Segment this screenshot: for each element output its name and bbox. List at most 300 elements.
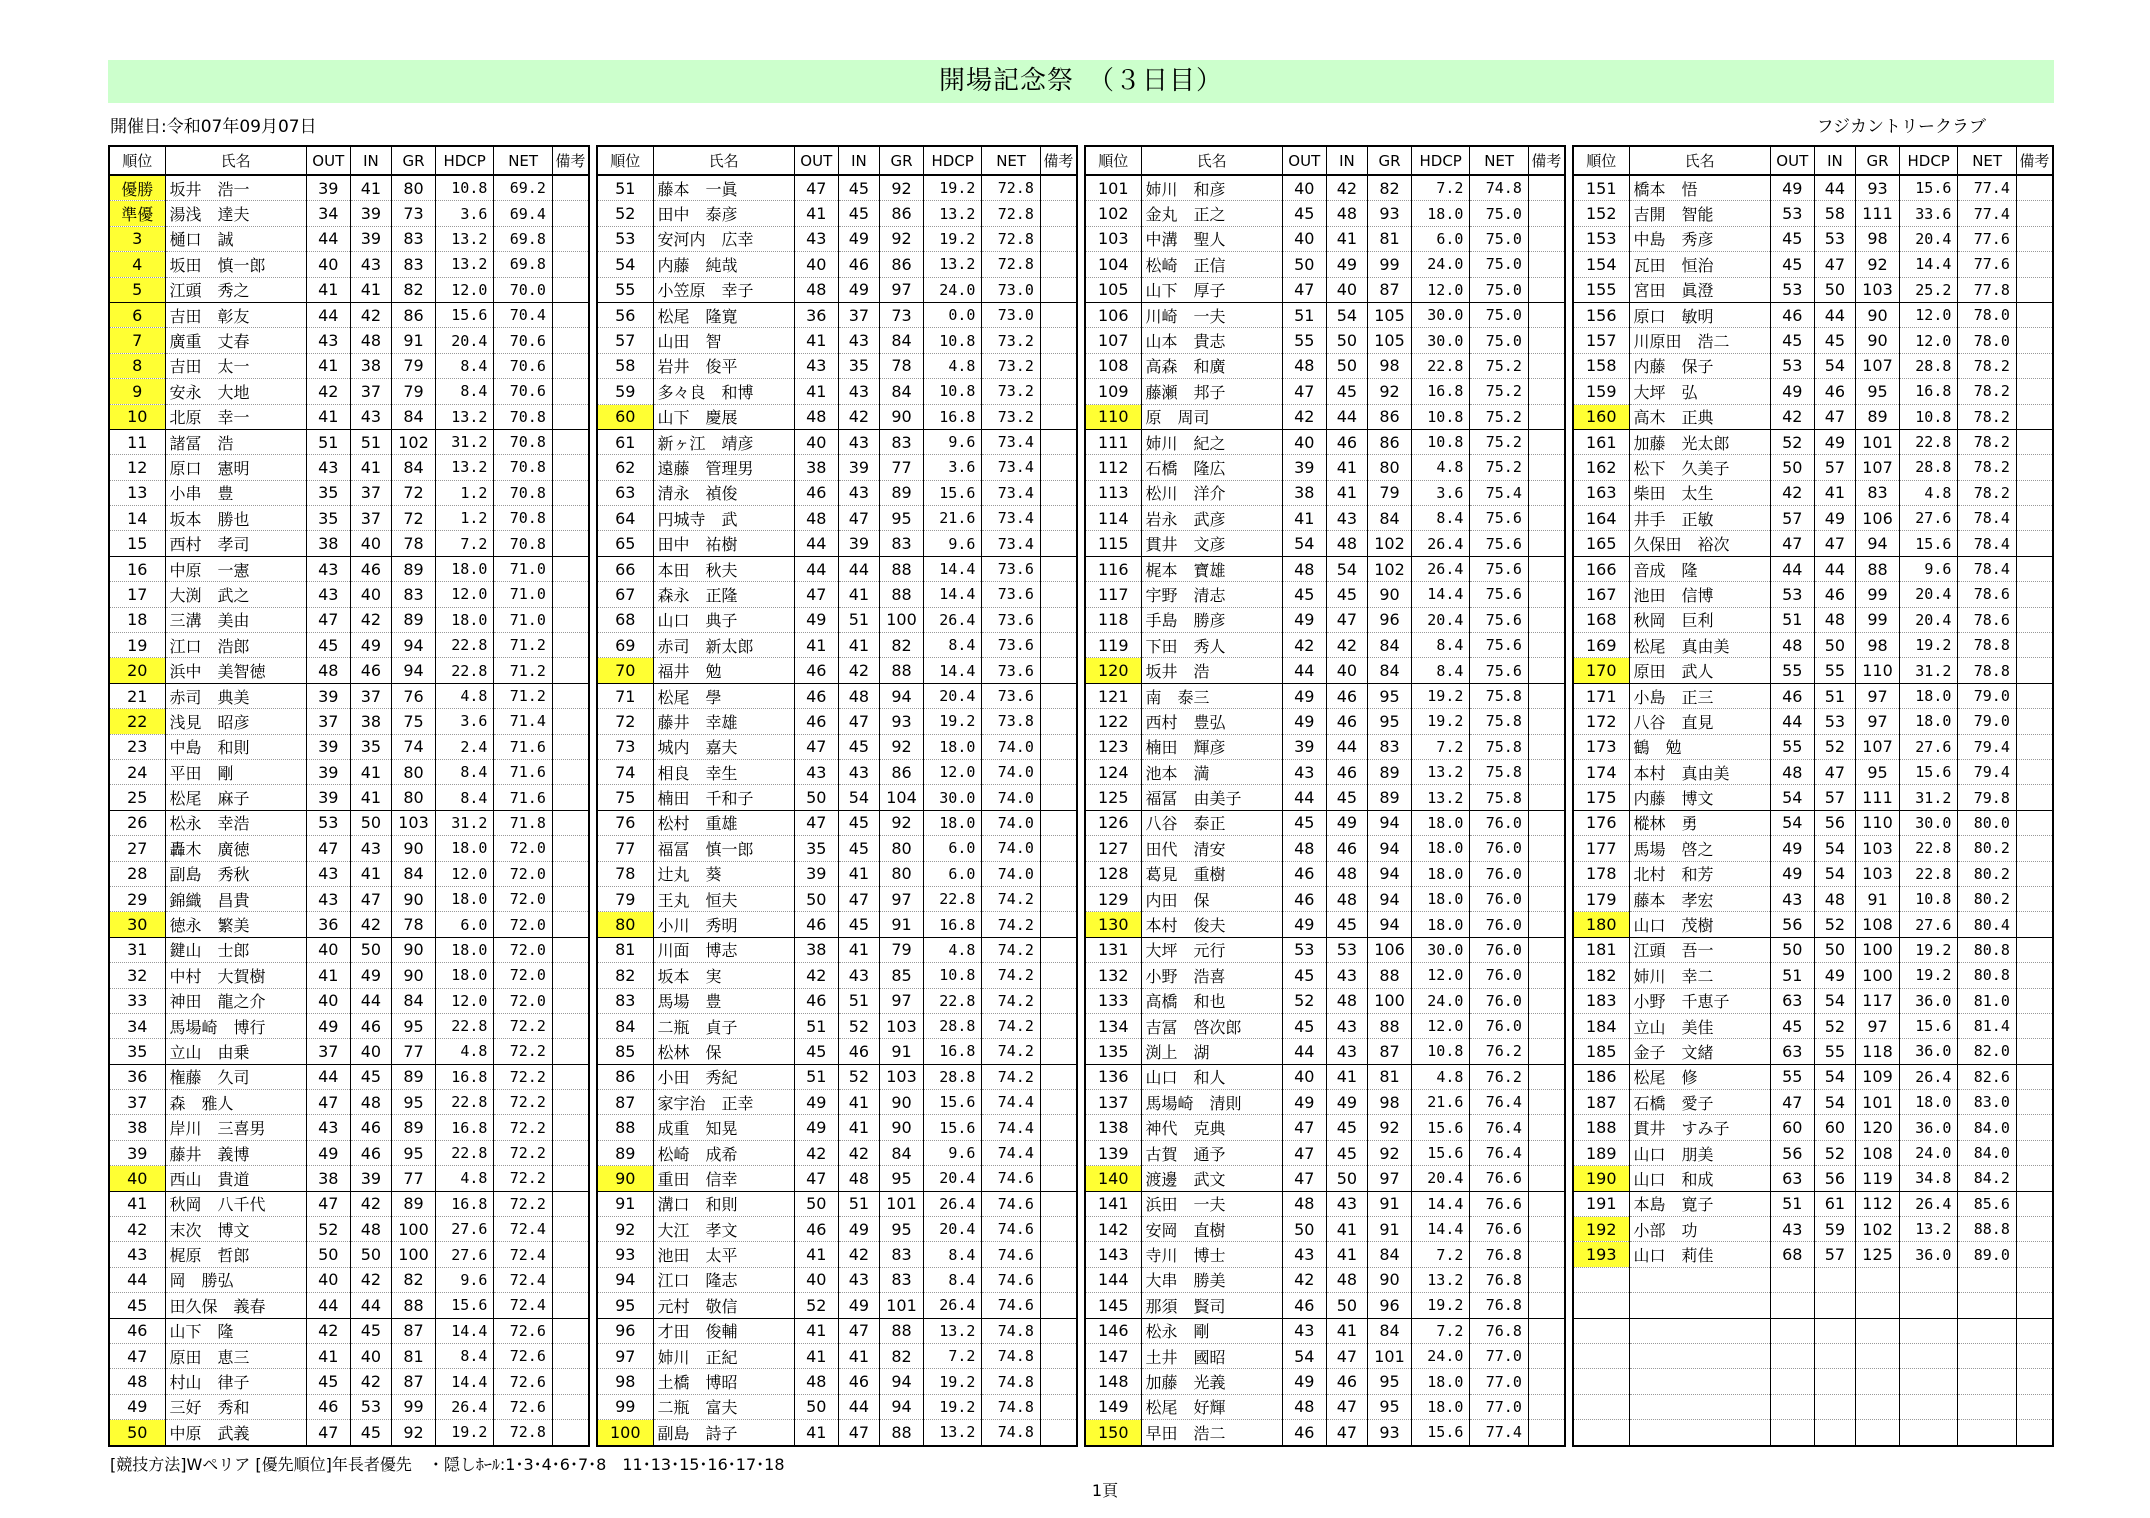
note-cell [2016, 1191, 2053, 1216]
table-row [597, 1343, 1077, 1368]
note-cell [1040, 1013, 1077, 1038]
note-cell [1040, 1140, 1077, 1165]
note-cell [1528, 1369, 1565, 1394]
name-cell: 楠田 千和子 [653, 785, 794, 810]
hdcp-cell [1899, 1267, 1957, 1292]
out-cell: 55 [1282, 328, 1326, 353]
gross-cell: 91 [392, 328, 436, 353]
note-cell [1528, 1267, 1565, 1292]
out-cell: 42 [1282, 1267, 1326, 1292]
out-cell: 53 [1770, 353, 1814, 378]
table-row [109, 1394, 589, 1419]
net-cell: 73.4 [982, 429, 1040, 454]
in-cell: 49 [838, 1217, 879, 1242]
in-cell: 48 [838, 1166, 879, 1191]
in-cell: 56 [1814, 1166, 1855, 1191]
table-row [109, 201, 589, 226]
out-cell: 44 [1770, 556, 1814, 581]
hdcp-cell: 19.2 [923, 1369, 981, 1394]
name-cell: 藤井 義博 [165, 1140, 306, 1165]
name-cell: 松崎 成希 [653, 1140, 794, 1165]
rank-cell: 145 [1085, 1293, 1141, 1318]
net-cell: 89.0 [1958, 1242, 2016, 1267]
rank-cell: 9 [109, 379, 165, 404]
net-cell: 75.6 [1470, 633, 1528, 658]
rank-cell: 14 [109, 506, 165, 531]
rank-cell: 13 [109, 480, 165, 505]
hdcp-cell: 10.8 [923, 328, 981, 353]
net-cell: 76.0 [1470, 937, 1528, 962]
note-cell [552, 353, 589, 378]
in-cell: 42 [350, 912, 391, 937]
rank-cell: 93 [597, 1242, 653, 1267]
hdcp-cell: 15.6 [1899, 531, 1957, 556]
net-cell: 74.2 [982, 963, 1040, 988]
in-cell: 57 [1814, 455, 1855, 480]
rank-cell: 31 [109, 937, 165, 962]
out-cell: 46 [1770, 683, 1814, 708]
gross-cell [1856, 1318, 1900, 1343]
rank-cell: 124 [1085, 759, 1141, 784]
name-cell: 田中 泰彦 [653, 201, 794, 226]
gross-cell: 80 [392, 759, 436, 784]
rank-cell: 185 [1573, 1039, 1629, 1064]
net-cell: 74.0 [982, 836, 1040, 861]
note-cell [1040, 1115, 1077, 1140]
hdcp-cell: 20.4 [1411, 1166, 1469, 1191]
hdcp-cell: 18.0 [435, 556, 493, 581]
gross-cell: 90 [1368, 1267, 1412, 1292]
column-header: OUT [794, 146, 838, 175]
note-cell [552, 1140, 589, 1165]
note-cell [1040, 1293, 1077, 1318]
out-cell: 39 [794, 861, 838, 886]
name-cell: 溝口 和則 [653, 1191, 794, 1216]
in-cell: 40 [1326, 277, 1367, 302]
out-cell: 41 [306, 404, 350, 429]
table-row [1085, 175, 1565, 201]
name-cell: 円城寺 武 [653, 506, 794, 531]
net-cell: 74.2 [982, 912, 1040, 937]
hdcp-cell: 15.6 [435, 1293, 493, 1318]
in-cell: 47 [838, 886, 879, 911]
out-cell: 42 [306, 379, 350, 404]
out-cell: 56 [1770, 1140, 1814, 1165]
note-cell [1040, 302, 1077, 327]
rank-cell: 153 [1573, 226, 1629, 251]
in-cell: 49 [838, 1293, 879, 1318]
out-cell: 49 [1282, 683, 1326, 708]
in-cell: 54 [1326, 302, 1367, 327]
name-cell: 吉田 太一 [165, 353, 306, 378]
note-cell [1528, 1039, 1565, 1064]
name-cell: 小野 浩喜 [1141, 963, 1282, 988]
in-cell: 52 [1814, 1140, 1855, 1165]
rank-cell: 69 [597, 633, 653, 658]
hdcp-cell: 19.2 [435, 1420, 493, 1446]
gross-cell: 83 [880, 1242, 924, 1267]
rank-cell: 177 [1573, 836, 1629, 861]
in-cell: 47 [1326, 1394, 1367, 1419]
rank-cell: 178 [1573, 861, 1629, 886]
rank-cell: 106 [1085, 302, 1141, 327]
out-cell: 47 [1770, 1090, 1814, 1115]
note-cell [1040, 1420, 1077, 1446]
out-cell: 48 [1282, 556, 1326, 581]
out-cell: 47 [306, 1090, 350, 1115]
rank-cell [1573, 1420, 1629, 1446]
out-cell: 40 [306, 937, 350, 962]
table-row [109, 277, 589, 302]
note-cell [2016, 1343, 2053, 1368]
in-cell: 46 [838, 1039, 879, 1064]
hdcp-cell: 3.6 [435, 201, 493, 226]
results-table-1 [108, 145, 590, 1447]
name-cell: 八谷 直見 [1629, 709, 1770, 734]
note-cell [2016, 455, 2053, 480]
net-cell: 72.6 [494, 1318, 552, 1343]
gross-cell: 94 [880, 1394, 924, 1419]
gross-cell: 100 [1856, 963, 1900, 988]
out-cell: 48 [1770, 759, 1814, 784]
table-row [1085, 1242, 1565, 1267]
name-cell: 小野 千恵子 [1629, 988, 1770, 1013]
name-cell: 大江 孝文 [653, 1217, 794, 1242]
name-cell: 徳永 繁美 [165, 912, 306, 937]
gross-cell: 88 [880, 1318, 924, 1343]
note-cell [552, 709, 589, 734]
note-cell [552, 1420, 589, 1446]
rank-cell: 187 [1573, 1090, 1629, 1115]
hdcp-cell: 19.2 [1411, 1293, 1469, 1318]
in-cell: 41 [1326, 1064, 1367, 1089]
table-row [1085, 1217, 1565, 1242]
column-header: IN [1326, 146, 1367, 175]
hdcp-cell: 13.2 [1411, 1267, 1469, 1292]
name-cell: 姉川 幸二 [1629, 963, 1770, 988]
note-cell [1528, 937, 1565, 962]
note-cell [552, 226, 589, 251]
hdcp-cell: 9.6 [435, 1267, 493, 1292]
net-cell: 79.4 [1958, 759, 2016, 784]
hdcp-cell: 10.8 [1411, 1039, 1469, 1064]
results-tables [108, 145, 2054, 1447]
gross-cell: 98 [1856, 633, 1900, 658]
out-cell: 41 [794, 633, 838, 658]
name-cell: 田久保 義春 [165, 1293, 306, 1318]
gross-cell: 84 [1368, 658, 1412, 683]
gross-cell: 102 [1368, 556, 1412, 581]
in-cell: 51 [1814, 683, 1855, 708]
out-cell: 40 [1282, 1064, 1326, 1089]
gross-cell: 111 [1856, 785, 1900, 810]
note-cell [1040, 328, 1077, 353]
rank-cell: 119 [1085, 633, 1141, 658]
name-cell: 相良 幸生 [653, 759, 794, 784]
name-cell: 岡 勝弘 [165, 1267, 306, 1292]
table-row [1085, 302, 1565, 327]
gross-cell: 98 [1368, 1090, 1412, 1115]
gross-cell: 82 [392, 277, 436, 302]
in-cell: 44 [1326, 734, 1367, 759]
name-cell: 赤司 新太郎 [653, 633, 794, 658]
out-cell: 47 [306, 1191, 350, 1216]
out-cell: 52 [306, 1217, 350, 1242]
note-cell [1040, 1318, 1077, 1343]
rank-cell: 98 [597, 1369, 653, 1394]
gross-cell: 120 [1856, 1115, 1900, 1140]
table-row [1085, 1090, 1565, 1115]
in-cell: 55 [1814, 658, 1855, 683]
net-cell: 80.8 [1958, 963, 2016, 988]
rank-cell: 150 [1085, 1420, 1141, 1446]
note-cell [552, 201, 589, 226]
net-cell: 76.4 [1470, 1140, 1528, 1165]
net-cell: 76.0 [1470, 861, 1528, 886]
note-cell [2016, 506, 2053, 531]
gross-cell: 89 [1856, 404, 1900, 429]
hdcp-cell: 14.4 [1899, 252, 1957, 277]
rank-cell: 141 [1085, 1191, 1141, 1216]
note-cell [1040, 912, 1077, 937]
gross-cell: 89 [392, 607, 436, 632]
hdcp-cell: 19.2 [1899, 963, 1957, 988]
out-cell: 56 [1770, 912, 1814, 937]
note-cell [1528, 861, 1565, 886]
hdcp-cell: 0.0 [923, 302, 981, 327]
rank-cell: 192 [1573, 1217, 1629, 1242]
note-cell [1528, 963, 1565, 988]
in-cell: 48 [1326, 201, 1367, 226]
hdcp-cell: 22.8 [1899, 429, 1957, 454]
net-cell: 74.6 [982, 1242, 1040, 1267]
gross-cell: 80 [392, 785, 436, 810]
name-cell: 赤司 典美 [165, 683, 306, 708]
hdcp-cell: 24.0 [1899, 1140, 1957, 1165]
rank-cell: 110 [1085, 404, 1141, 429]
table-row [597, 1166, 1077, 1191]
rank-cell: 118 [1085, 607, 1141, 632]
hdcp-cell: 1.2 [435, 480, 493, 505]
table-row [597, 963, 1077, 988]
net-cell: 82.0 [1958, 1039, 2016, 1064]
gross-cell: 104 [880, 785, 924, 810]
rank-cell: 151 [1573, 175, 1629, 201]
out-cell: 45 [1282, 1013, 1326, 1038]
in-cell: 51 [350, 429, 391, 454]
in-cell: 48 [350, 1217, 391, 1242]
in-cell: 45 [350, 1420, 391, 1446]
hdcp-cell: 18.0 [1411, 912, 1469, 937]
gross-cell: 106 [1368, 937, 1412, 962]
table-row [1085, 1420, 1565, 1446]
table-row [597, 404, 1077, 429]
out-cell: 40 [306, 988, 350, 1013]
gross-cell: 107 [1856, 455, 1900, 480]
note-cell [1040, 658, 1077, 683]
rank-cell: 20 [109, 658, 165, 683]
net-cell: 73.6 [982, 633, 1040, 658]
out-cell: 35 [794, 836, 838, 861]
name-cell: 湯浅 達夫 [165, 201, 306, 226]
gross-cell: 83 [880, 531, 924, 556]
rank-cell: 45 [109, 1293, 165, 1318]
name-cell: 浅見 昭彦 [165, 709, 306, 734]
hdcp-cell: 14.4 [435, 1318, 493, 1343]
net-cell: 76.0 [1470, 1013, 1528, 1038]
rank-cell: 128 [1085, 861, 1141, 886]
in-cell: 42 [838, 404, 879, 429]
in-cell [1814, 1343, 1855, 1368]
in-cell: 44 [1326, 404, 1367, 429]
name-cell: 西村 孝司 [165, 531, 306, 556]
rank-cell: 156 [1573, 302, 1629, 327]
table-row [1573, 455, 2053, 480]
gross-cell: 88 [1856, 556, 1900, 581]
rank-cell: 131 [1085, 937, 1141, 962]
out-cell: 42 [794, 963, 838, 988]
net-cell: 71.8 [494, 810, 552, 835]
out-cell: 35 [306, 506, 350, 531]
out-cell: 43 [306, 582, 350, 607]
column-header: OUT [306, 146, 350, 175]
rank-cell: 175 [1573, 785, 1629, 810]
gross-cell: 100 [1856, 937, 1900, 962]
rank-cell: 62 [597, 455, 653, 480]
rank-cell: 189 [1573, 1140, 1629, 1165]
in-cell: 43 [838, 480, 879, 505]
hdcp-cell: 12.0 [923, 759, 981, 784]
table-row [109, 861, 589, 886]
note-cell [1040, 252, 1077, 277]
net-cell: 74.4 [982, 1115, 1040, 1140]
note-cell [2016, 1166, 2053, 1191]
note-cell [552, 658, 589, 683]
net-cell: 69.2 [494, 175, 552, 201]
table-row [1085, 1267, 1565, 1292]
hdcp-cell: 26.4 [1411, 531, 1469, 556]
out-cell: 60 [1770, 1115, 1814, 1140]
name-cell: 田中 祐樹 [653, 531, 794, 556]
in-cell: 40 [350, 582, 391, 607]
net-cell: 75.6 [1470, 658, 1528, 683]
in-cell: 44 [350, 988, 391, 1013]
note-cell [552, 1013, 589, 1038]
table-row [1085, 734, 1565, 759]
column-header: 備考 [552, 146, 589, 175]
note-cell [552, 175, 589, 201]
note-cell [552, 429, 589, 454]
table-row [1573, 252, 2053, 277]
net-cell: 74.8 [982, 1369, 1040, 1394]
gross-cell: 92 [880, 810, 924, 835]
net-cell: 80.8 [1958, 937, 2016, 962]
rank-cell: 77 [597, 836, 653, 861]
out-cell: 53 [1770, 582, 1814, 607]
net-cell: 70.8 [494, 506, 552, 531]
note-cell [2016, 1242, 2053, 1267]
out-cell: 45 [1282, 582, 1326, 607]
in-cell: 41 [1326, 1217, 1367, 1242]
note-cell [552, 506, 589, 531]
hdcp-cell: 10.8 [1899, 886, 1957, 911]
in-cell: 41 [838, 1115, 879, 1140]
out-cell: 40 [1282, 175, 1326, 201]
rank-cell: 82 [597, 963, 653, 988]
hdcp-cell: 28.8 [1899, 455, 1957, 480]
hdcp-cell: 18.0 [1411, 1369, 1469, 1394]
note-cell [1528, 759, 1565, 784]
name-cell: 藤瀬 邦子 [1141, 379, 1282, 404]
out-cell: 49 [306, 1140, 350, 1165]
note-cell [1528, 302, 1565, 327]
hdcp-cell: 36.0 [1899, 988, 1957, 1013]
in-cell: 41 [350, 455, 391, 480]
in-cell: 53 [350, 1394, 391, 1419]
net-cell: 71.4 [494, 709, 552, 734]
gross-cell: 82 [1368, 175, 1412, 201]
hdcp-cell: 19.2 [1411, 683, 1469, 708]
rank-cell: 32 [109, 963, 165, 988]
out-cell: 43 [306, 886, 350, 911]
in-cell: 57 [1814, 1242, 1855, 1267]
net-cell: 79.0 [1958, 683, 2016, 708]
rank-cell: 108 [1085, 353, 1141, 378]
net-cell: 74.0 [982, 810, 1040, 835]
rank-cell: 88 [597, 1115, 653, 1140]
in-cell: 45 [350, 1318, 391, 1343]
out-cell: 51 [1770, 1191, 1814, 1216]
rank-cell: 149 [1085, 1394, 1141, 1419]
hdcp-cell: 36.0 [1899, 1242, 1957, 1267]
gross-cell: 105 [1368, 328, 1412, 353]
out-cell [1770, 1369, 1814, 1394]
net-cell: 75.8 [1470, 709, 1528, 734]
in-cell: 49 [1326, 252, 1367, 277]
table-row [1085, 1343, 1565, 1368]
name-cell: 轟木 廣徳 [165, 836, 306, 861]
out-cell: 50 [794, 785, 838, 810]
rank-cell: 優勝 [109, 175, 165, 201]
table-row [1085, 1013, 1565, 1038]
net-cell: 74.6 [982, 1217, 1040, 1242]
table-row [1573, 759, 2053, 784]
out-cell [1770, 1293, 1814, 1318]
name-cell: 松永 剛 [1141, 1318, 1282, 1343]
gross-cell: 94 [1368, 912, 1412, 937]
gross-cell: 90 [1856, 328, 1900, 353]
note-cell [2016, 937, 2053, 962]
gross-cell: 93 [1368, 201, 1412, 226]
gross-cell: 97 [1856, 709, 1900, 734]
gross-cell: 94 [392, 658, 436, 683]
note-cell [1528, 506, 1565, 531]
note-cell [1040, 582, 1077, 607]
rank-cell: 57 [597, 328, 653, 353]
table-row [109, 531, 589, 556]
in-cell: 49 [1326, 810, 1367, 835]
gross-cell: 86 [880, 201, 924, 226]
gross-cell: 100 [880, 607, 924, 632]
net-cell: 75.8 [1470, 759, 1528, 784]
net-cell: 72.4 [494, 1267, 552, 1292]
out-cell: 54 [1770, 785, 1814, 810]
in-cell: 43 [350, 252, 391, 277]
net-cell: 72.6 [494, 1369, 552, 1394]
hdcp-cell: 27.6 [1899, 506, 1957, 531]
net-cell: 72.8 [982, 252, 1040, 277]
name-cell: 内藤 博文 [1629, 785, 1770, 810]
